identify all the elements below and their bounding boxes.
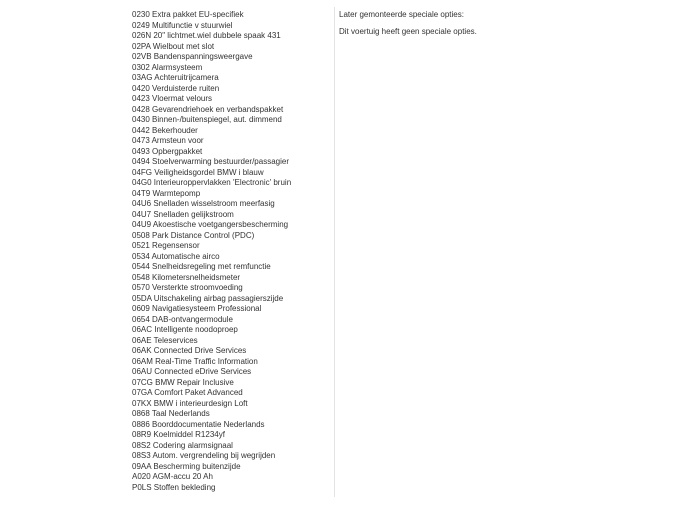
- option-item: 0473 Armsteun voor: [132, 136, 204, 145]
- option-item: 0609 Navigatiesysteem Professional: [132, 304, 262, 313]
- option-item: 06AM Real-Time Traffic Information: [132, 356, 258, 366]
- option-item: 08S3 Autom. vergrendeling bij wegrijden: [132, 451, 276, 460]
- option-item: 0230 Extra pakket EU-specifiek: [132, 10, 244, 19]
- later-options-heading: Later gemonteerde speciale opties:: [339, 10, 464, 19]
- option-item: 0886 Boorddocumentatie Nederlands: [132, 419, 265, 429]
- option-item: 08S2 Codering alarmsignaal: [132, 440, 233, 450]
- option-item: 0521 Regensensor: [132, 241, 200, 250]
- option-item: 04U6 Snelladen wisselstroom meerfasig: [132, 199, 275, 208]
- option-item: 0428 Gevarendriehoek en verbandspakket: [132, 104, 284, 114]
- option-item: 05DA Uitschakeling airbag passagierszijde: [132, 293, 284, 303]
- option-item: 0430 Binnen-/buitenspiegel, aut. dimmend: [132, 115, 282, 124]
- option-item: 06AK Connected Drive Services: [132, 346, 247, 355]
- option-item: 04T9 Warmtepomp: [132, 188, 201, 198]
- option-item: 02VB Bandenspanningsweergave: [132, 52, 253, 61]
- option-item: 02PA Wielbout met slot: [132, 41, 215, 51]
- option-item: 0534 Automatische airco: [132, 251, 220, 261]
- option-item: 07GA Comfort Paket Advanced: [132, 388, 243, 397]
- option-item: 06AU Connected eDrive Services: [132, 367, 252, 376]
- option-item: 04FG Veiligheidsgordel BMW i blauw: [132, 167, 264, 177]
- option-item: 08R9 Koelmiddel R1234yf: [132, 430, 225, 439]
- option-item: 0548 Kilometersnelheidsmeter: [132, 272, 241, 282]
- option-item: 0494 Stoelverwarming bestuurder/passagier: [132, 157, 289, 166]
- option-item: 03AG Achteruitrijcamera: [132, 73, 219, 82]
- column-divider: [334, 7, 335, 497]
- option-item: 07KX BMW i interieurdesign Loft: [132, 398, 248, 408]
- factory-options-list: [132, 10, 327, 493]
- option-item: P0LS Stoffen bekleding: [132, 482, 216, 492]
- option-item: 0493 Opbergpakket: [132, 146, 203, 156]
- option-item: 0570 Versterkte stroomvoeding: [132, 283, 243, 292]
- option-item: 09AA Bescherming buitenzijde: [132, 461, 241, 471]
- option-item: 0423 Vloermat velours: [132, 94, 213, 103]
- option-item: 04G0 Interieuroppervlakken 'Electronic' bruin: [132, 178, 292, 187]
- option-item: 0420 Verduisterde ruiten: [132, 83, 220, 93]
- option-item: 06AC Intelligente noodoproep: [132, 325, 238, 334]
- option-item: 0249 Multifunctie v stuurwiel: [132, 20, 233, 30]
- option-item: 07CG BMW Repair Inclusive: [132, 377, 234, 387]
- option-item: 04U9 Akoestische voetgangersbescherming: [132, 220, 289, 229]
- option-item: 0442 Bekerhouder: [132, 125, 198, 135]
- option-item: 0302 Alarmsysteem: [132, 62, 203, 72]
- option-item: 06AE Teleservices: [132, 335, 198, 345]
- option-item: 026N 20" lichtmet.wiel dubbele spaak 431: [132, 31, 281, 40]
- option-item: 0868 Taal Nederlands: [132, 409, 210, 418]
- option-item: A020 AGM-accu 20 Ah: [132, 472, 213, 481]
- option-item: 04U7 Snelladen gelijkstroom: [132, 209, 234, 219]
- option-item: 0654 DAB-ontvangermodule: [132, 314, 233, 324]
- option-item: 0544 Snelheidsregeling met remfunctie: [132, 262, 271, 271]
- no-later-options-note: Dit voertuig heeft geen speciale opties.: [339, 26, 477, 36]
- later-options-section: [339, 10, 639, 37]
- option-item: 0508 Park Distance Control (PDC): [132, 230, 255, 240]
